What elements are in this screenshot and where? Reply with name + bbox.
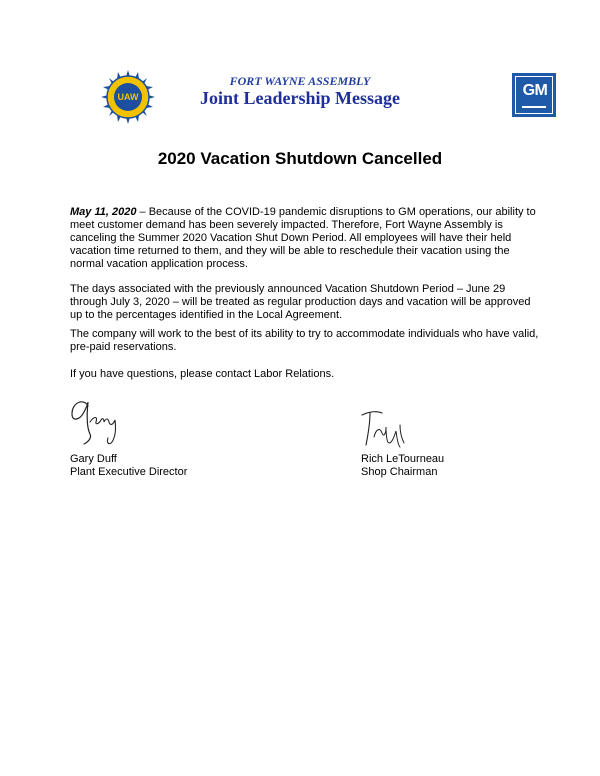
paragraph-text: The days associated with the previously announced Vacation Shutdown Period – June 29 through July 3, 2020 – will be treated as regular production days and vacation will be approved up to the percentages identified in the Local Agreement. [70, 283, 531, 321]
signer-title: Shop Chairman [361, 466, 438, 478]
uaw-logo [101, 70, 155, 124]
gm-logo [512, 73, 556, 117]
body-paragraph-4 [70, 368, 540, 381]
body-paragraph-3 [70, 328, 540, 354]
dateline: May 11, 2020 [70, 206, 137, 218]
signer-name: Gary Duff [70, 453, 117, 465]
uaw-logo-text: UAW [117, 92, 139, 102]
body-paragraph-2 [70, 283, 540, 322]
masthead-title: Joint Leadership Message [200, 88, 400, 108]
page-title: 2020 Vacation Shutdown Cancelled [157, 149, 443, 168]
plant-name: FORT WAYNE ASSEMBLY [229, 74, 371, 88]
paragraph-text: – Because of the COVID-19 pandemic disruptions to GM operations, our ability to meet customer demand has been severely impacted. Therefore, Fort Wayne Assembly is canceling the Summer 2020 Vacation Shut Down Period. All employees will have their held vacation time returned to them, and they will be able to reschedule their vacation using the normal vacation application process. [70, 206, 536, 270]
paragraph-text: If you have questions, please contact Labor Relations. [70, 368, 335, 380]
signature-gary-duff [66, 392, 136, 448]
body-paragraph-1 [70, 206, 540, 271]
signer-name: Rich LeTourneau [361, 453, 445, 465]
signer-right [361, 453, 444, 479]
signer-left [70, 453, 187, 479]
signer-title: Plant Executive Director [70, 466, 188, 478]
signature-rich-letourneau [356, 405, 414, 451]
gm-logo-text: GM [522, 82, 548, 99]
paragraph-text: The company will work to the best of its ability to try to accommodate individuals who have valid, pre-paid reservations. [70, 328, 539, 353]
